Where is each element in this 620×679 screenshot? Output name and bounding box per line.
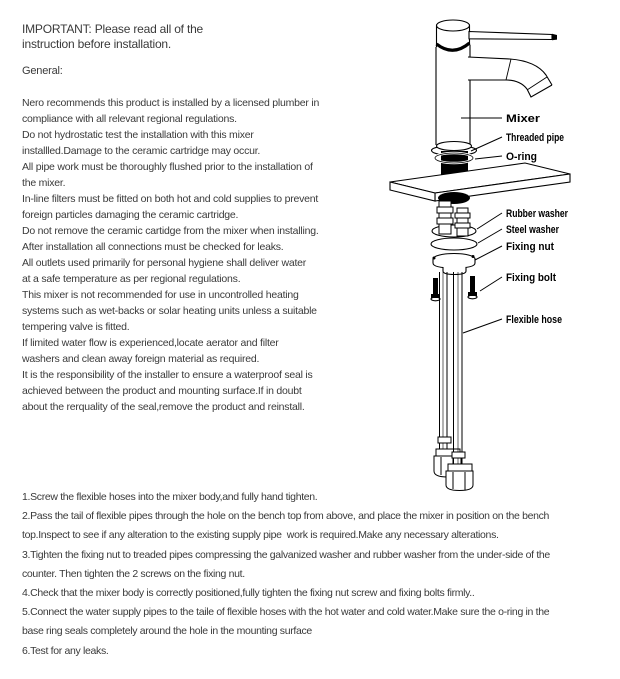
important-notice — [22, 22, 203, 51]
label-threaded-pipe: Threaded pipe — [506, 132, 564, 144]
step-line: 2.Pass the tail of flexible pipes through the hole on the bench top from above, and place the mixer in position on the bench — [22, 510, 550, 523]
general-text-line: Do not remove the ceramic cartidge from the mixer when installing. — [22, 225, 319, 237]
general-text-line: foreign particles damaging the ceramic cartridge. — [22, 209, 239, 221]
general-text-line: achieved between the product and mounting surface.If in doubt — [22, 385, 302, 397]
general-text-line: This mixer is not recommended for use in uncontrolled heating — [22, 289, 299, 301]
important-notice-line: IMPORTANT: Please read all of the — [22, 22, 204, 36]
step-line: top.Inspect to see if any alteration to the existing supply pipe work is required.Make any necessary alterations. — [22, 529, 499, 542]
general-text-line: the mixer. — [22, 177, 66, 189]
label-steel-washer: Steel washer — [506, 224, 560, 236]
step-line: 3.Tighten the fixing nut to treaded pipes compressing the galvanized washer and rubber washer from the under-side of the — [22, 548, 550, 561]
general-text-line: Do not hydrostatic test the installation with this mixer — [22, 129, 254, 141]
important-notice-line: instruction before installation. — [22, 36, 172, 51]
step-line: 1.Screw the flexible hoses into the mixer body,and fully hand tighten. — [22, 491, 318, 503]
label-fixing-nut: Fixing nut — [506, 241, 555, 253]
label-mixer: Mixer — [506, 113, 541, 125]
general-text-line: It is the responsibility of the installer to ensure a waterproof seal is — [22, 369, 313, 381]
flexible-hose-drawing — [434, 272, 473, 491]
general-text-line: All pipe work must be thoroughly flushed prior to the installation of — [22, 161, 313, 173]
general-text-line: tempering valve is fitted. — [22, 321, 130, 333]
label-o-ring: O-ring — [506, 151, 537, 163]
step-line: base ring seals completely around the hole in the mounting surface — [22, 625, 312, 638]
handle-lever-drawing — [469, 32, 557, 41]
step-line: 4.Check that the mixer body is correctly positioned,fully tighten the fixing nut screw and fixing bolts firmly.. — [22, 587, 475, 600]
general-instructions — [22, 95, 319, 415]
general-text-line: Nero recommends this product is installed by a licensed plumber in — [22, 97, 320, 109]
general-text-line: In-line filters must be fitted on both hot and cold supplies to prevent — [22, 193, 319, 205]
general-text-line: All outlets used primarily for personal hygiene shall deliver water — [22, 257, 307, 269]
general-text-line: systems such as wet-backs or solar heating units unless a suitable — [22, 305, 317, 317]
spout-drawing — [468, 57, 552, 97]
step-line: counter. Then tighten the 2 screws on the fixing nut. — [22, 567, 245, 580]
general-text-line: installled.Damage to the ceramic cartridge may occur. — [22, 145, 261, 157]
step-line: 5.Connect the water supply pipes to the taile of flexible hoses with the hot water and cold water.Make sure the o-ring in the — [22, 606, 550, 619]
general-text-line: compliance with all relevant regional regulations. — [22, 113, 237, 125]
general-text-line: After installation all connections must be checked for leaks. — [22, 241, 284, 253]
general-text-line: at a safe temperature as per regional regulations. — [22, 273, 241, 285]
mixer-installation-diagram — [380, 10, 620, 500]
bench-top-drawing — [390, 163, 570, 201]
steel-washer-drawing — [431, 238, 477, 250]
general-text-line: washers and clean away foreign material as required. — [22, 353, 260, 365]
label-flexible-hose: Flexible hose — [506, 314, 562, 326]
label-rubber-washer: Rubber washer — [506, 208, 569, 220]
general-section-title: General: — [22, 65, 63, 77]
general-text-line: If limited water flow is experienced,locate aerator and filter — [22, 337, 279, 349]
label-fixing-bolt: Fixing bolt — [506, 272, 557, 284]
installation-steps — [22, 488, 618, 661]
step-line: 6.Test for any leaks. — [22, 644, 109, 657]
fixing-nut-drawing — [433, 254, 476, 275]
general-text-line: about the rerquality of the seal,remove the product and reinstall. — [22, 401, 305, 413]
